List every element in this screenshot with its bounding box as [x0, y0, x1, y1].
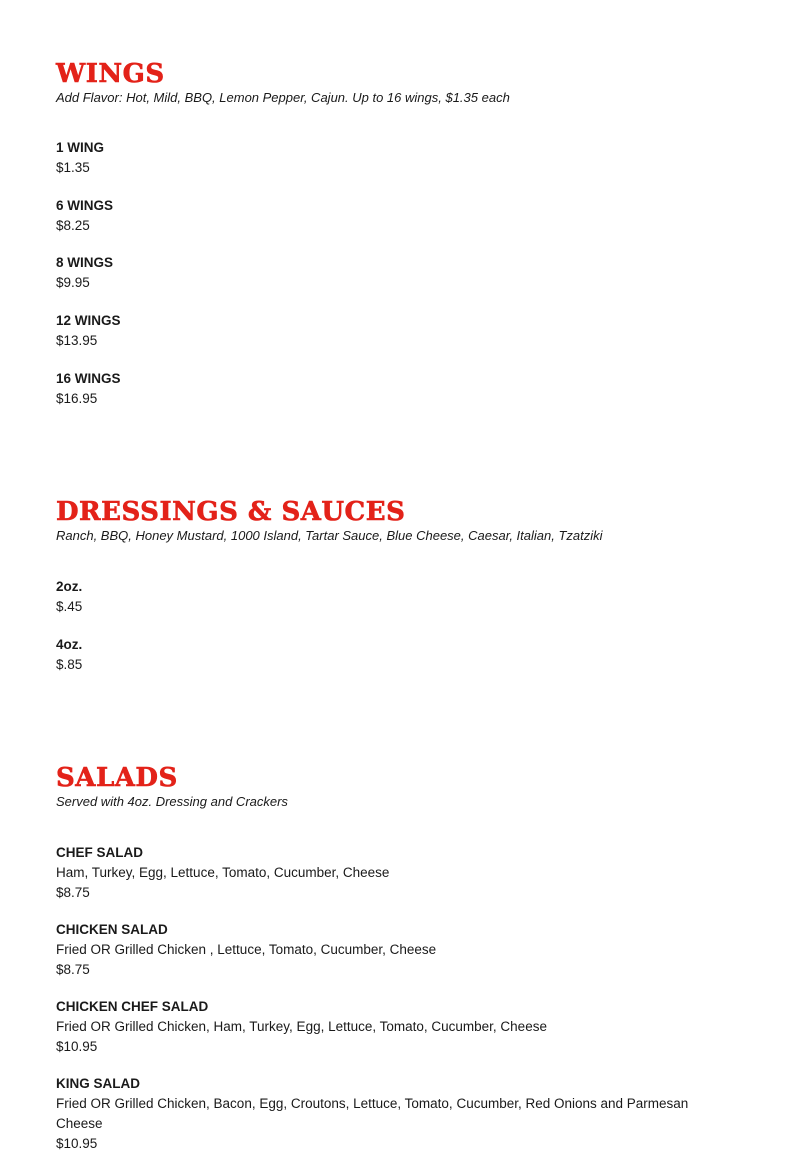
item-name: CHICKEN CHEF SALAD	[56, 999, 209, 1014]
menu-item	[56, 577, 82, 617]
item-name: KING SALAD	[56, 1076, 140, 1091]
item-price: $8.25	[56, 218, 90, 233]
menu-item	[56, 253, 113, 293]
menu-item	[56, 920, 716, 980]
item-description: Fried OR Grilled Chicken, Ham, Turkey, Egg, Lettuce, Tomato, Cucumber, Cheese	[56, 1019, 547, 1034]
item-name: CHICKEN SALAD	[56, 922, 168, 937]
dressings-section-header	[56, 497, 603, 545]
item-price: $16.95	[56, 391, 98, 406]
item-price: $1.35	[56, 160, 90, 175]
section-title-dressings: DRESSINGS & SAUCES	[56, 497, 406, 527]
item-name: 16 WINGS	[56, 371, 121, 386]
item-price: $10.95	[56, 1136, 98, 1151]
menu-item	[56, 1074, 716, 1154]
item-price: $13.95	[56, 333, 98, 348]
item-description: Ham, Turkey, Egg, Lettuce, Tomato, Cucumber, Cheese	[56, 865, 390, 880]
item-price: $8.75	[56, 885, 90, 900]
item-price: $9.95	[56, 275, 90, 290]
item-price: $8.75	[56, 962, 90, 977]
item-price: $.85	[56, 657, 83, 672]
section-title-salads: SALADS	[56, 763, 178, 793]
item-name: CHEF SALAD	[56, 845, 143, 860]
wings-section-header	[56, 59, 510, 107]
item-name: 8 WINGS	[56, 255, 114, 270]
item-name: 4oz.	[56, 637, 83, 652]
menu-item	[56, 196, 113, 236]
salads-section-header	[56, 763, 288, 811]
item-name: 2oz.	[56, 579, 83, 594]
menu-item	[56, 997, 716, 1057]
section-title-wings: WINGS	[56, 59, 165, 89]
item-name: 1 WING	[56, 140, 105, 155]
menu-item	[56, 635, 82, 675]
menu-item	[56, 369, 121, 409]
section-subtitle-salads: Served with 4oz. Dressing and Crackers	[56, 794, 288, 809]
item-price: $.45	[56, 599, 83, 614]
item-name: 12 WINGS	[56, 313, 121, 328]
section-subtitle-wings: Add Flavor: Hot, Mild, BBQ, Lemon Pepper, Cajun. Up to 16 wings, $1.35 each	[56, 90, 510, 105]
menu-item	[56, 843, 716, 903]
item-price: $10.95	[56, 1039, 98, 1054]
item-description: Fried OR Grilled Chicken, Bacon, Egg, Croutons, Lettuce, Tomato, Cucumber, Red Onions and Parmesan Cheese	[56, 1096, 689, 1131]
item-description: Fried OR Grilled Chicken , Lettuce, Tomato, Cucumber, Cheese	[56, 942, 437, 957]
menu-item	[56, 311, 121, 351]
section-subtitle-dressings: Ranch, BBQ, Honey Mustard, 1000 Island, Tartar Sauce, Blue Cheese, Caesar, Italian, Tzatziki	[56, 528, 603, 543]
item-name: 6 WINGS	[56, 198, 114, 213]
menu-item	[56, 138, 104, 178]
